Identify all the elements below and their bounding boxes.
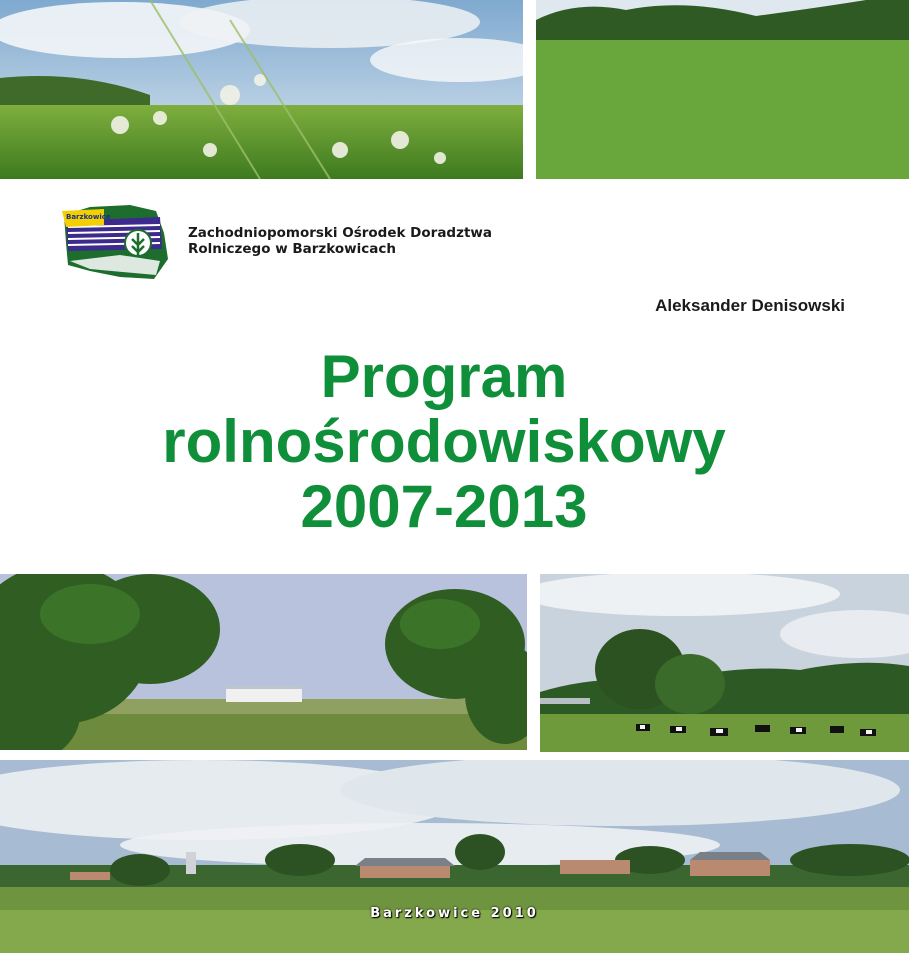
author-name: Aleksander Denisowski [655,296,845,315]
book-title [0,344,888,539]
green-crop-field-photo [536,0,909,179]
title-line1: Program [320,343,568,410]
meadow-with-wildflowers-photo [0,0,523,179]
pasture-with-cows-photo [540,574,909,752]
trees-and-field-with-barn-photo [0,574,527,750]
title-line2: rolnośrodowiskowy [162,408,726,475]
title-line3: 2007-2013 [300,473,588,540]
publisher-name-line2: Rolniczego w Barzkowicach [188,241,396,257]
zodr-barzkowice-logo [60,203,172,283]
publisher-name [188,225,492,257]
logo-label: Barzkowice [66,213,111,221]
imprint-place-year: Barzkowice 2010 [370,906,539,921]
publisher-name-line1: Zachodniopomorski Ośrodek Doradztwa [188,225,492,241]
village-panorama-photo [0,760,909,953]
